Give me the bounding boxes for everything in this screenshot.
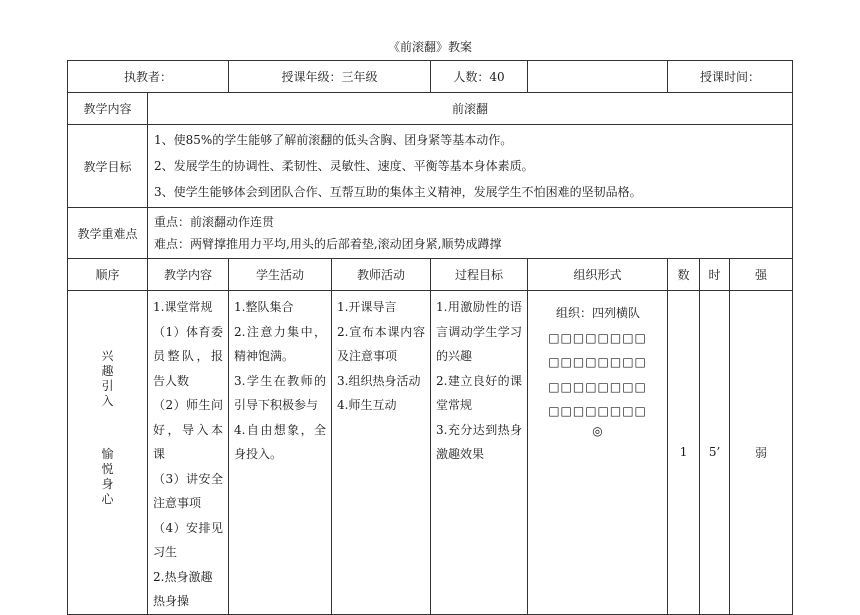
formation-row: □□□□□□□□: [548, 355, 647, 369]
time-cell: 5’: [700, 291, 730, 615]
column-header: 学生活动: [229, 259, 332, 291]
formation-row: □□□□□□□□: [548, 330, 647, 345]
list-item: 1.整队集合: [234, 300, 294, 314]
blank-cell: [528, 61, 668, 93]
student-count-cell: 人数：40: [431, 61, 528, 93]
sequence-char: 悦: [101, 462, 114, 476]
list-item: 2.注意力集中，精神饱满。: [234, 324, 327, 363]
column-header: 教学内容: [148, 259, 229, 291]
organization-label: 组织：四列横队: [556, 306, 641, 320]
column-header: 教师活动: [332, 259, 431, 291]
list-item: 2.宣布本课内容及注意事项: [337, 324, 426, 363]
class-time-cell: 授课时间：: [668, 61, 793, 93]
column-header: 顺序: [68, 259, 148, 291]
key-points-row: [68, 208, 793, 259]
teacher-activity-cell: [332, 291, 431, 615]
teaching-content-cell: [148, 291, 229, 615]
teacher-cell: 执教者：: [68, 61, 229, 93]
document-title: 《前滚翻》教案: [387, 40, 472, 54]
goals-row: [68, 125, 793, 208]
list-item: 3.组织热身活动: [337, 373, 421, 388]
list-item: （2）师生问好，导入本课: [153, 398, 224, 461]
content-value: 前滚翻: [148, 93, 793, 125]
key-points-label: 教学重难点: [68, 208, 148, 259]
sequence-char: 引: [101, 379, 114, 393]
list-item: （4）安排见习生: [153, 520, 224, 559]
list-item: 4.自由想象，全身投入。: [234, 422, 327, 461]
formation-row: □□□□□□□□: [548, 404, 647, 418]
list-item: 2.热身激趣: [153, 569, 213, 584]
list-item: 3.学生在教师的引导下积极参与: [234, 373, 327, 412]
column-header: 强: [730, 259, 793, 291]
sequence-char: 入: [101, 394, 114, 408]
sequence-char: 趣: [101, 364, 114, 378]
section-row: [68, 291, 793, 615]
intensity-cell: 弱: [730, 291, 793, 615]
header-row: [68, 61, 793, 93]
key-points-cell: [148, 208, 793, 259]
list-item: 4.师生互动: [337, 398, 397, 412]
teacher-position-icon: ◎: [592, 423, 603, 438]
sequence-char: 愉: [101, 447, 114, 461]
sequence-cell: [68, 291, 148, 615]
column-header: 时: [700, 259, 730, 291]
list-item: 1.课堂常规: [153, 300, 213, 314]
difficulty-text: 难点：两臂撑推用力平均,用头的后部着垫,滚动团身紧,顺势成蹲撑: [154, 237, 502, 251]
list-item: 3.充分达到热身激趣效果: [436, 422, 523, 461]
content-row: [68, 93, 793, 125]
column-header: 过程目标: [431, 259, 528, 291]
sequence-char: 身: [101, 477, 114, 491]
goal-item: 3、使学生能够体会到团队合作、互帮互助的集体主义精神，发展学生不怕困难的坚韧品格。: [154, 185, 642, 199]
formation-row: □□□□□□□□: [548, 379, 647, 394]
list-item: （3）讲安全注意事项: [153, 471, 224, 510]
lesson-plan-table: [67, 60, 793, 615]
list-item: 1.用激励性的语言调动学生学习的兴趣: [436, 300, 523, 363]
content-label: 教学内容: [68, 93, 148, 125]
count-cell: 1: [668, 291, 700, 615]
list-item: 1.开课导言: [337, 300, 397, 314]
sequence-char: 兴: [101, 349, 114, 363]
student-activity-cell: [229, 291, 332, 615]
goals-cell: [148, 125, 793, 208]
column-header: 数: [668, 259, 700, 291]
list-item: 热身操: [153, 594, 190, 608]
list-item: 2.建立良好的课堂常规: [436, 373, 523, 412]
column-header: 组织形式: [528, 259, 668, 291]
process-goals-cell: [431, 291, 528, 615]
grade-cell: 授课年级：三年级: [229, 61, 431, 93]
goal-item: 1、使85%的学生能够了解前滚翻的低头含胸、团身紧等基本动作。: [154, 133, 513, 147]
list-item: （1）体育委员整队，报告人数: [153, 324, 224, 388]
sequence-char: 心: [101, 492, 114, 506]
focus-text: 重点：前滚翻动作连贯: [154, 215, 275, 229]
goal-item: 2、发展学生的协调性、柔韧性、灵敏性、速度、平衡等基本身体素质。: [154, 159, 534, 173]
goals-label: 教学目标: [68, 125, 148, 208]
column-header-row: [68, 259, 793, 291]
organization-cell: [528, 291, 668, 615]
